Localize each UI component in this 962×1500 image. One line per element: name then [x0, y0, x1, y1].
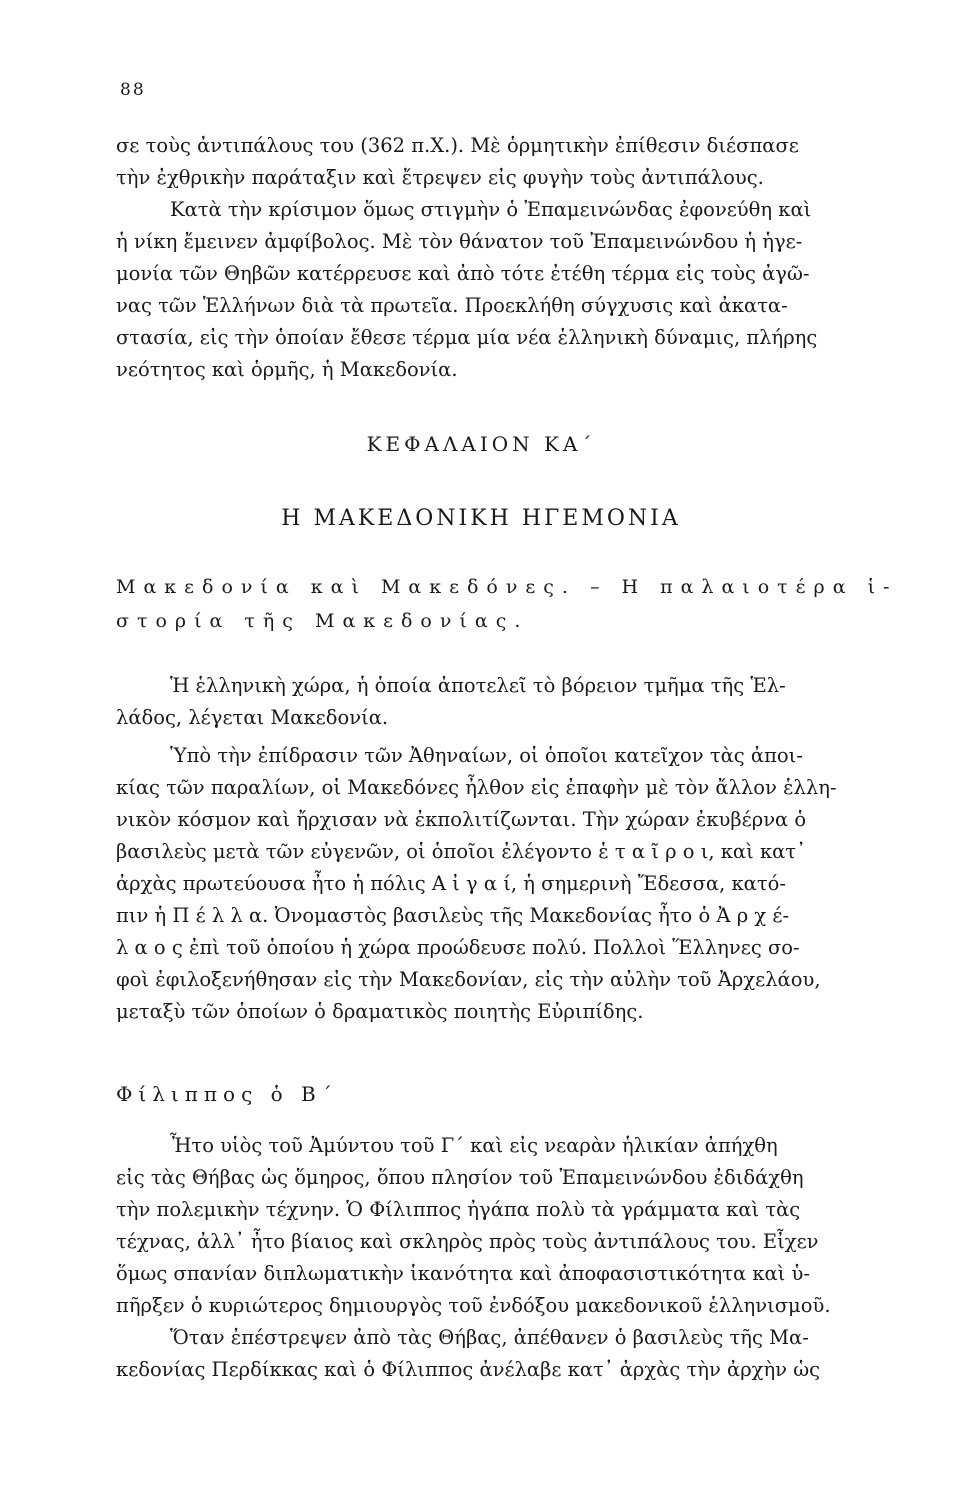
chapter-title: ΚΕΦΑΛΑΙΟΝ ΚΑ΄ [366, 432, 596, 456]
text-line: κίας τῶν παραλίων, οἱ Μακεδόνες ἦλθον εἰς ἐπαφὴν μὲ τὸν ἄλλον ἑλλη- [116, 776, 837, 799]
subsection-title-2: Φίλιππος ὁ Β΄ [116, 1082, 338, 1106]
text-line: νεότητος καὶ ὁρμῆς, ἡ Μακεδονία. [116, 358, 458, 381]
text-line: νικὸν κόσμον καὶ ἤρχισαν νὰ ἐκπολιτίζωνται. Τὴν χώραν ἐκυβέρνα ὁ [116, 808, 807, 831]
text-line: τὴν πολεμικὴν τέχνην. Ὁ Φίλιππος ἠγάπα πολὺ τὰ γράμματα καὶ τὰς [116, 1198, 801, 1221]
text-line: ἀρχὰς πρωτεύουσα ἦτο ἡ πόλις Α ἰ γ α ί, ἡ σημερινὴ Ἔδεσσα, κατό- [116, 872, 786, 895]
text-line: λ α ο ς ἐπὶ τοῦ ὁποίου ἡ χώρα προώδευσε πολύ. Πολλοὶ Ἕλληνες σο- [116, 936, 800, 959]
text-line: φοὶ ἐφιλοξενήθησαν εἰς τὴν Μακεδονίαν, εἰς τὴν αὐλὴν τοῦ Ἀρχελάου, [116, 968, 821, 991]
text-line: πιν ἡ Π έ λ λ α. Ὀνομαστὸς βασιλεὺς τῆς Μακεδονίας ἦτο ὁ Ἀ ρ χ έ- [116, 904, 790, 927]
text-line: Ὑπὸ τὴν ἐπίδρασιν τῶν Ἀθηναίων, οἱ ὁποῖοι κατεῖχον τὰς ἀποι- [170, 744, 803, 767]
intro-paragraph [116, 130, 936, 386]
subsection-line: στορία τῆς Μακεδονίας. [116, 610, 529, 632]
paragraph-3 [116, 1130, 936, 1322]
text-line: πῆρξεν ὁ κυριώτερος δημιουργὸς τοῦ ἐνδόξου μακεδονικοῦ ἑλληνισμοῦ. [116, 1294, 831, 1317]
text-line: σε τοὺς ἀντιπάλους του (362 π.Χ.). Μὲ ὁρμητικὴν ἐπίθεσιν διέσπασε [116, 134, 799, 157]
page-number: 88 [120, 80, 146, 100]
text-line: μεταξὺ τῶν ὁποίων ὁ δραματικὸς ποιητὴς Εὐριπίδης. [116, 1000, 644, 1023]
paragraph-2 [116, 740, 936, 1028]
text-line: κεδονίας Περδίκκας καὶ ὁ Φίλιππος ἀνέλαβε κατ᾽ ἀρχὰς τὴν ἀρχὴν ὡς [116, 1358, 821, 1381]
section-heading: Η ΜΑΚΕΔΟΝΙΚΗ ΗΓΕΜΟΝΙΑ [281, 506, 681, 531]
text-line: Κατὰ τὴν κρίσιμον ὅμως στιγμὴν ὁ Ἐπαμεινώνδας ἐφονεύθη καὶ [170, 198, 812, 221]
paragraph-4 [116, 1322, 936, 1386]
text-line: τὴν ἐχθρικὴν παράταξιν καὶ ἔτρεψεν εἰς φυγὴν τοὺς ἀντιπάλους. [116, 166, 764, 189]
text-line: τέχνας, ἀλλ᾽ ἦτο βίαιος καὶ σκληρὸς πρὸς τοὺς ἀντιπάλους του. Εἶχεν [116, 1230, 819, 1253]
text-line: βασιλεὺς μετὰ τῶν εὐγενῶν, οἱ ὁποῖοι ἐλέγοντο ἑ τ α ῖ ρ ο ι, καὶ κατ᾽ [116, 840, 806, 863]
paragraph-1 [116, 670, 936, 734]
text-line: λάδος, λέγεται Μακεδονία. [116, 706, 389, 729]
text-line: ὅμως σπανίαν διπλωματικὴν ἱκανότητα καὶ ἀποφασιστικότητα καὶ ὑ- [116, 1262, 810, 1285]
text-line: στασία, εἰς τὴν ὁποίαν ἔθεσε τέρμα μία νέα ἑλληνικὴ δύναμις, πλήρης [116, 326, 818, 349]
text-line: Ἦτο υἱὸς τοῦ Ἀμύντου τοῦ Γ΄ καὶ εἰς νεαρὰν ἡλικίαν ἀπήχθη [170, 1134, 778, 1157]
text-line: μονία τῶν Θηβῶν κατέρρευσε καὶ ἀπὸ τότε ἐτέθη τέρμα εἰς τοὺς ἀγῶ- [116, 262, 810, 285]
subsection-title-1 [116, 570, 936, 638]
text-line: ἡ νίκη ἔμεινεν ἀμφίβολος. Μὲ τὸν θάνατον τοῦ Ἐπαμεινώνδου ἡ ἡγε- [116, 230, 803, 253]
text-line: νας τῶν Ἑλλήνων διὰ τὰ πρωτεῖα. Προεκλήθη σύγχυσις καὶ ἀκατα- [116, 294, 788, 317]
text-line: Ἡ ἑλληνικὴ χώρα, ἡ ὁποία ἀποτελεῖ τὸ βόρειον τμῆμα τῆς Ἑλ- [170, 674, 786, 697]
subsection-line: Μακεδονία καὶ Μακεδόνες. – Η παλαιοτέρα ἱ- [116, 576, 898, 598]
text-line: Ὅταν ἐπέστρεψεν ἀπὸ τὰς Θήβας, ἀπέθανεν ὁ βασιλεὺς τῆς Μα- [170, 1326, 809, 1349]
text-line: εἰς τὰς Θήβας ὡς ὅμηρος, ὅπου πλησίον τοῦ Ἐπαμεινώνδου ἐδιδάχθη [116, 1166, 804, 1189]
